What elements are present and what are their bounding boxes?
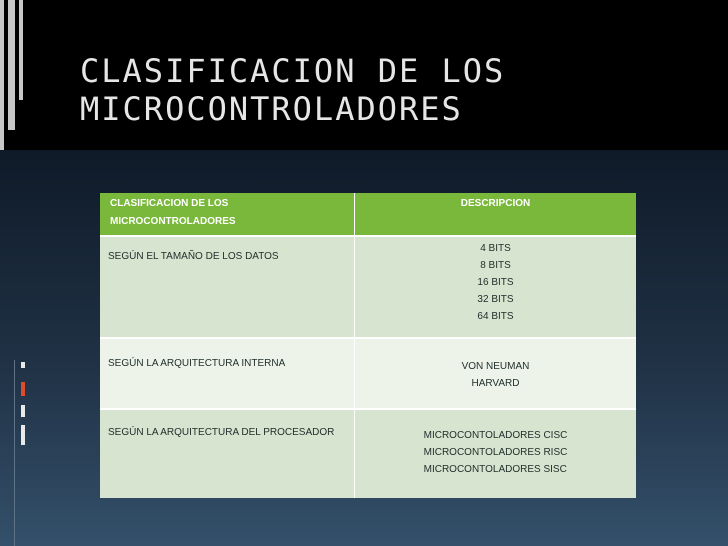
- column-header-description: DESCRIPCION: [355, 193, 637, 236]
- description-item: 64 BITS: [477, 311, 514, 322]
- description-item: 32 BITS: [477, 294, 514, 305]
- row-label: SEGÚN LA ARQUITECTURA DEL PROCESADOR: [100, 409, 355, 498]
- description-item: MICROCONTOLADORES RISC: [423, 447, 568, 458]
- slide-title: CLASIFICACION DE LOS MICROCONTROLADORES: [80, 52, 506, 128]
- decorative-marker: [21, 405, 25, 417]
- decorative-marker: [21, 425, 25, 445]
- description-item: 8 BITS: [480, 260, 511, 271]
- table-row: [100, 338, 636, 409]
- row-description: [355, 338, 637, 409]
- description-item: VON NEUMAN: [461, 361, 530, 372]
- table-row: [100, 409, 636, 498]
- description-item: 4 BITS: [480, 243, 511, 254]
- table-row: [100, 236, 636, 338]
- decorative-marker-red: [21, 382, 25, 396]
- description-item: MICROCONTOLADORES CISC: [423, 430, 568, 441]
- description-item: HARVARD: [471, 378, 520, 389]
- decorative-bar: [0, 0, 4, 150]
- row-description: [355, 409, 637, 498]
- description-item: 16 BITS: [477, 277, 514, 288]
- row-label: SEGÚN LA ARQUITECTURA INTERNA: [100, 338, 355, 409]
- row-label: SEGÚN EL TAMAÑO DE LOS DATOS: [100, 236, 355, 338]
- table-header-row: [100, 193, 636, 236]
- column-header-classification: CLASIFICACION DE LOS MICROCONTROLADORES: [100, 193, 355, 236]
- decorative-bar: [8, 0, 15, 130]
- classification-table: [100, 193, 636, 475]
- table: [100, 193, 636, 498]
- description-item: MICROCONTOLADORES SISC: [423, 464, 567, 475]
- decorative-line: [14, 360, 15, 546]
- decorative-bar: [19, 0, 23, 100]
- description-list: [424, 427, 568, 478]
- decorative-marker: [21, 362, 25, 368]
- row-description: [355, 236, 637, 338]
